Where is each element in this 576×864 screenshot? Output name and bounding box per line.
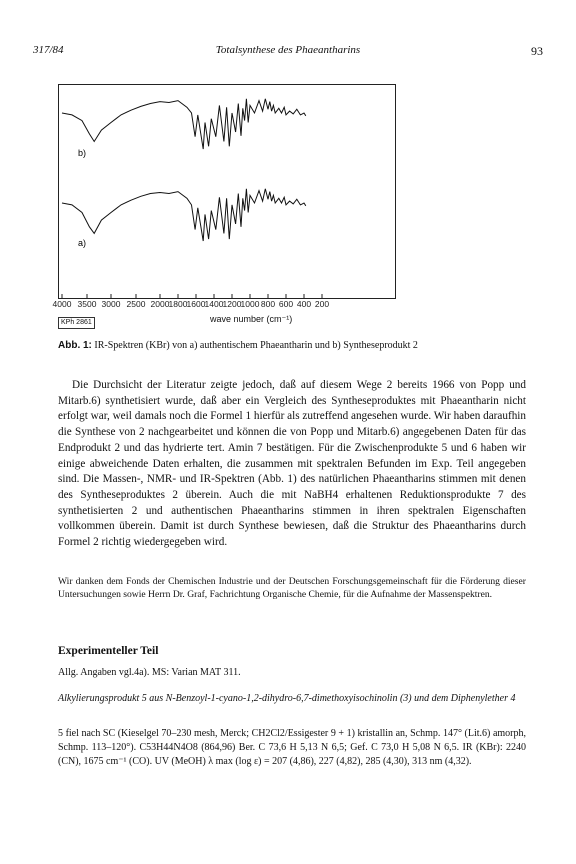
general-info: Allg. Angaben vgl.4a). MS: Varian MAT 311. xyxy=(58,667,241,678)
x-tick-labels xyxy=(0,299,576,313)
header-title: Totalsynthese des Phaeantharins xyxy=(215,44,361,56)
section-title: Experimenteller Teil xyxy=(58,645,159,657)
body-paragraph: Die Durchsicht der Literatur zeigte jedoch, daß auf diesem Wege 2 bereits 1966 von Popp und Mitarb.6) synthetisiert wurde, daß aber ein Vergleich des Syntheseproduktes mit Phaeantharin nicht erfolgt war, weil damals noch die Formel 1 hierfür als zutreffend angesehen wurde. Wir haben daraufhin die Synthese von 2 nachgearbeitet und können die von Popp und Mitarb.6) angegebenen Daten für das Endprodukt 2 und das hydrierte tert. Amin 7 bestätigen. Für die Zwischenprodukte 5 und 6 haben wir einige abweichende Daten erhalten, die zusammen mit spektralen Befunden im Exp. Teil angegeben sind. Die Massen-, NMR- und IR-Spektren (Abb. 1) des natürlichen Phaeantharins stimmen mit denen des Syntheseproduktes 2 überein. Auch die mit NaBH4 erhaltenen Reduktionsprodukte 7 des synthetisierten 2 und authentischen Phaeantharins stimmen in ihren spektralen Eigenschaften vollkommen überein. Damit ist durch Synthese bewiesen, daß die Struktur des Phaeantharins durch Formel 2 richtig wiedergegeben wird. xyxy=(58,379,526,549)
ir-spectrum-chart xyxy=(58,84,396,299)
x-tick-label: 1200 xyxy=(222,299,242,309)
x-tick-label: 600 xyxy=(278,299,294,309)
series-label-b: b) xyxy=(78,148,87,158)
x-tick-label: 3500 xyxy=(77,299,97,309)
spectrum-line-a xyxy=(62,189,306,241)
x-tick-label: 1000 xyxy=(240,299,260,309)
x-tick-label: 4000 xyxy=(52,299,72,309)
x-tick-label: 2000 xyxy=(150,299,170,309)
x-axis-label: wave number (cm⁻¹) xyxy=(210,314,293,324)
x-tick-label: 1600 xyxy=(186,299,206,309)
figure-caption xyxy=(58,340,528,351)
figure-code: KPh 2861 xyxy=(58,317,95,329)
running-header xyxy=(33,44,543,60)
series-label-a: a) xyxy=(78,238,87,248)
x-tick-label: 1800 xyxy=(168,299,188,309)
x-tick-label: 3000 xyxy=(101,299,121,309)
x-tick-label: 200 xyxy=(314,299,330,309)
header-journal-ref: 317/84 xyxy=(33,44,64,56)
compound-subheading: Alkylierungsprodukt 5 aus N-Benzoyl-1-cyano-1,2-dihydro-6,7-dimethoxyisochinolin (3) und dem Diphenylether 4 xyxy=(58,693,516,704)
acknowledgement-paragraph: Wir danken dem Fonds der Chemischen Industrie und der Deutschen Forschungsgemeinschaft für die Förderung dieser Untersuchungen sowie Herrn Dr. Graf, Fachrichtung Organische Chemie, für die Aufnahme der Massenspektren. xyxy=(58,576,526,601)
x-tick-label: 400 xyxy=(296,299,312,309)
spectrum-line-b xyxy=(62,99,306,149)
x-tick-label: 800 xyxy=(260,299,276,309)
page-number: 93 xyxy=(531,44,543,58)
caption-prefix: Abb. 1: xyxy=(58,340,92,351)
experimental-paragraph: 5 fiel nach SC (Kieselgel 70–230 mesh, Merck; CH2Cl2/Essigester 9 + 1) kristallin an, Schmp. 147° (Lit.6) amorph, Schmp. 113–120°). C53H44N4O8 (864,96) Ber. C 73,6 H 5,13 N 6,5; Gef. C 73,0 H 5,08 N 6,5. IR (KBr): 2240 (CN), 1675 cm⁻¹ (CO). UV (MeOH) λ max (log ε) = 207 (4,86), 227 (4,82), 285 (4,30), 313 nm (4,32). xyxy=(58,728,526,767)
x-tick-label: 1400 xyxy=(204,299,224,309)
caption-text: IR-Spektren (KBr) von a) authentischem Phaeantharin und b) Syntheseprodukt 2 xyxy=(94,340,418,351)
x-tick-label: 2500 xyxy=(126,299,146,309)
